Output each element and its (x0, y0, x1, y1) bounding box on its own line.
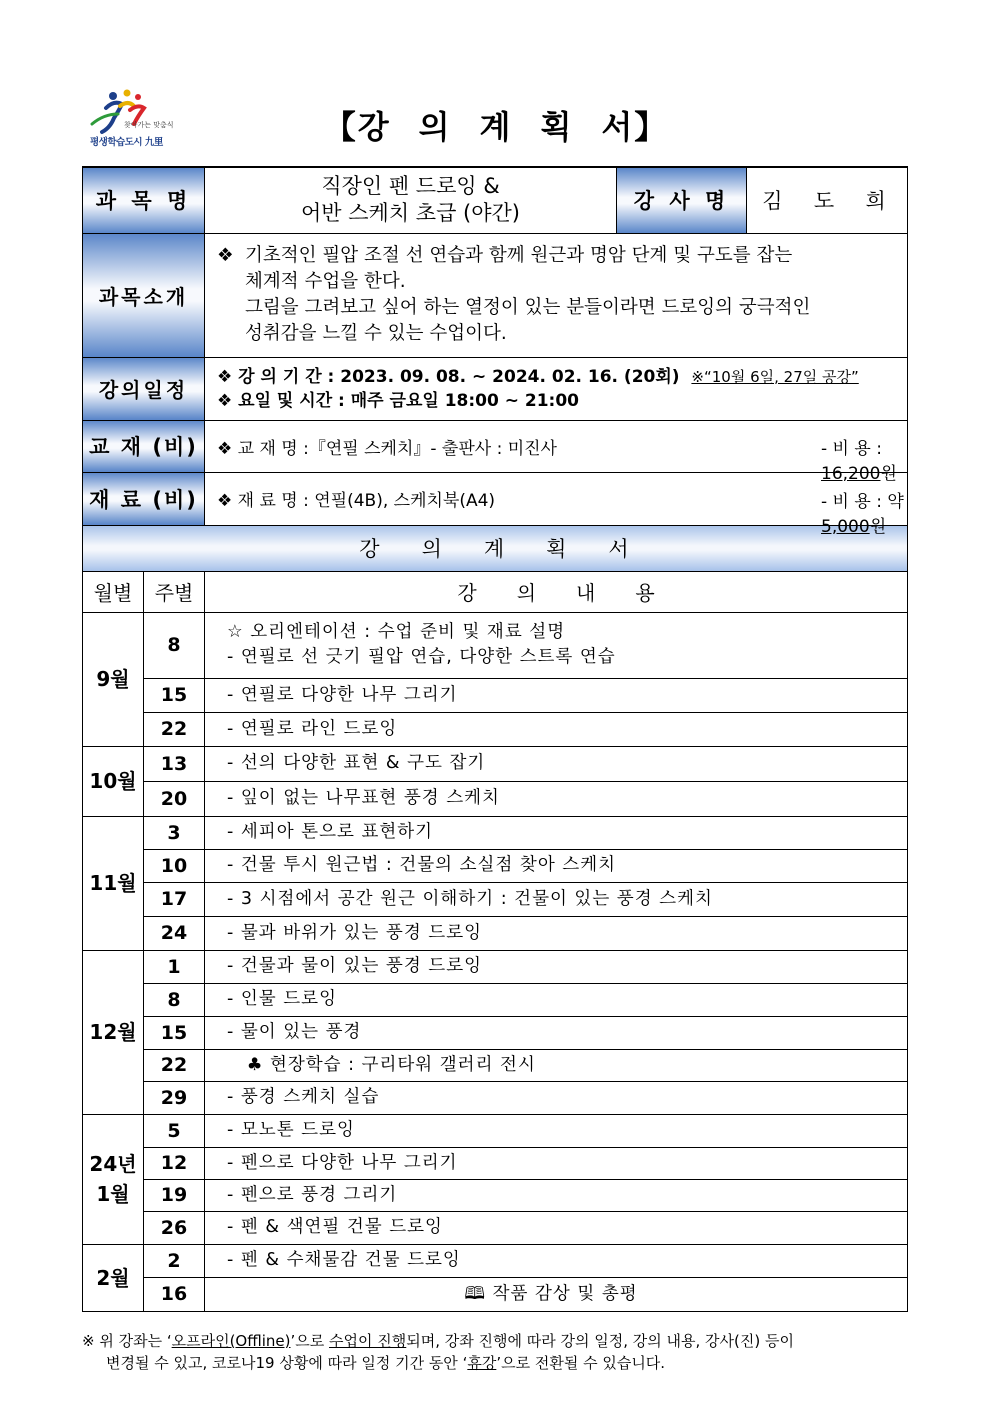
table-row (83, 1244, 908, 1277)
week-cell: 22 (144, 1049, 205, 1081)
month-cell (83, 950, 144, 1114)
subject-row (83, 167, 908, 233)
week-cell: 29 (144, 1081, 205, 1114)
table-row (83, 1277, 908, 1311)
content-cell (205, 983, 908, 1016)
textbook-label: 교 재 (비) (83, 420, 205, 472)
schedule-row (83, 357, 908, 420)
subject-line2: 어반 스케치 초급 (야간) (301, 201, 521, 226)
textbook-name: ❖ 교 재 명 :『연필 스케치』- 출판사 : 미진사 (217, 438, 557, 459)
table-row (83, 1211, 908, 1244)
content-line: - 선의 다양한 표현 & 구도 잡기 (227, 753, 486, 773)
content-cell (205, 882, 908, 916)
content-line: - 잎이 없는 나무표현 풍경 스케치 (227, 788, 500, 808)
title-char: 계 (479, 108, 513, 146)
month-label: 11월 (89, 871, 137, 895)
instructor-name: 김 도 희 (747, 167, 908, 233)
content-line: - 풍경 스케치 실습 (227, 1087, 380, 1107)
plan-header: 강의계획서 (83, 525, 908, 571)
title-char: 의 (418, 108, 452, 146)
schedule-text (205, 357, 908, 420)
table-row (83, 983, 908, 1016)
note-text: ’으로 전환될 수 있습니다. (496, 1354, 666, 1372)
week-cell: 15 (144, 678, 205, 712)
subject-label: 과 목 명 (83, 167, 205, 233)
textbook-cost: 16,200 (821, 463, 881, 484)
content-cell (205, 746, 908, 781)
content-cell (205, 950, 908, 983)
content-cell (205, 1114, 908, 1147)
table-row (83, 1147, 908, 1179)
material-info (205, 472, 908, 537)
intro-line4: 성취감을 느낄 수 있는 수업이다. (245, 323, 507, 344)
month-cell (83, 1244, 144, 1311)
content-line: - 연필로 선 긋기 필압 연습, 다양한 스트록 연습 (227, 647, 616, 667)
col-week-header: 주별 (144, 571, 205, 612)
content-cell (205, 712, 908, 746)
table-row (83, 746, 908, 781)
week-cell: 15 (144, 1016, 205, 1049)
intro-text (205, 233, 908, 357)
table-row (83, 1016, 908, 1049)
subject-line1: 직장인 펜 드로잉 & (321, 174, 500, 199)
schedule-note: ※“10월 6일, 27일 공강” (691, 367, 859, 386)
month-cell (83, 746, 144, 816)
content-cell (205, 816, 908, 849)
content-line: - 연필로 다양한 나무 그리기 (227, 684, 458, 705)
material-cost-label: - 비 용 : 약 (821, 491, 904, 512)
content-line: ♣ 현장학습 : 구리타워 갤러리 전시 (227, 1054, 536, 1075)
table-row (83, 816, 908, 849)
intro-line3: 그림을 그려보고 싶어 하는 열정이 있는 분들이라면 드로잉의 궁극적인 (245, 297, 811, 318)
content-line: - 인물 드로잉 (227, 989, 337, 1009)
plan-rows (83, 612, 908, 1311)
week-cell: 3 (144, 816, 205, 849)
textbook-row (83, 420, 908, 472)
week-cell: 24 (144, 916, 205, 950)
content-cell (205, 612, 908, 678)
table-row (83, 849, 908, 882)
schedule-label: 강의일정 (83, 357, 205, 420)
note-closure: 휴강 (467, 1354, 497, 1372)
month-cell (83, 1114, 144, 1244)
content-line: - 펜 & 수채물감 건물 드로잉 (227, 1250, 461, 1270)
month-label: 24년 (89, 1152, 137, 1176)
content-line: - 펜 & 색연필 건물 드로잉 (227, 1217, 443, 1237)
table-row (83, 1049, 908, 1081)
week-cell: 12 (144, 1147, 205, 1179)
intro-line2: 체계적 수업을 한다. (245, 271, 406, 292)
footer-note (82, 1330, 912, 1374)
intro-label: 과목소개 (83, 233, 205, 357)
week-cell: 8 (144, 612, 205, 678)
schedule-time: ❖ 요일 및 시간 : 매주 금요일 18:00 ~ 21:00 (217, 390, 580, 411)
table-row (83, 678, 908, 712)
title-char: 서】 (601, 108, 669, 146)
content-cell (205, 916, 908, 950)
logo-tagline: 찾아가는 맞춤식 (124, 121, 174, 129)
content-line: - 펜으로 다양한 나무 그리기 (227, 1152, 458, 1173)
note-progress: 수업이 진행 (329, 1332, 407, 1350)
table-row (83, 1081, 908, 1114)
month-label: 10월 (89, 769, 137, 793)
plan-header-row (83, 525, 908, 571)
note-offline: 오프라인(Offline) (171, 1332, 291, 1350)
week-cell: 19 (144, 1179, 205, 1211)
content-cell (205, 1179, 908, 1211)
table-row (83, 916, 908, 950)
week-cell: 5 (144, 1114, 205, 1147)
material-row (83, 472, 908, 525)
title-char: 【강 (323, 108, 391, 146)
content-line: - 펜으로 풍경 그리기 (227, 1184, 398, 1205)
content-cell (205, 849, 908, 882)
col-month-header: 월별 (83, 571, 144, 612)
content-line: - 물과 바위가 있는 풍경 드로잉 (227, 922, 483, 943)
week-cell: 17 (144, 882, 205, 916)
content-line: - 3 시점에서 공간 원근 이해하기 : 건물이 있는 풍경 스케치 (227, 888, 713, 909)
material-won: 원 (869, 516, 887, 537)
content-line: - 건물 투시 원근법 : 건물의 소실점 찾아 스케치 (227, 855, 617, 875)
table-row (83, 1114, 908, 1147)
logo-name: 평생학습도시 九里 (90, 137, 163, 148)
content-line: - 연필로 라인 드로잉 (227, 718, 398, 739)
content-cell (205, 678, 908, 712)
intro-line1: 기초적인 필압 조절 선 연습과 함께 원근과 명암 단계 및 구도를 잡는 (245, 245, 793, 266)
month-label: 12월 (89, 1020, 137, 1044)
month-label: 9월 (96, 667, 130, 691)
intro-bullet-icon: ❖ (217, 245, 234, 266)
content-line: ☆ 오리엔테이션 : 수업 준비 및 재료 설명 (227, 622, 566, 642)
note-mark: ※ (82, 1332, 95, 1350)
material-name: ❖ 재 료 명 : 연필(4B), 스케치북(A4) (217, 491, 496, 511)
table-row (83, 612, 908, 678)
week-cell: 2 (144, 1244, 205, 1277)
content-cell (205, 1081, 908, 1114)
textbook-cost-label: - 비 용 : (821, 438, 882, 459)
textbook-info (205, 420, 908, 484)
subject-name (205, 167, 617, 233)
week-cell: 13 (144, 746, 205, 781)
schedule-period: ❖ 강 의 기 간 : 2023. 09. 08. ~ 2024. 02. 16. (20회) (217, 366, 680, 387)
content-cell (205, 1049, 908, 1081)
material-label: 재 료 (비) (83, 472, 205, 525)
week-cell: 22 (144, 712, 205, 746)
content-cell (205, 1016, 908, 1049)
week-cell: 20 (144, 781, 205, 816)
table-row (83, 1179, 908, 1211)
week-cell: 10 (144, 849, 205, 882)
note-text: ’으로 (290, 1332, 330, 1350)
column-header-row (83, 571, 908, 612)
table-row (83, 781, 908, 816)
month-cell (83, 612, 144, 746)
note-text: 변경될 수 있고, 코로나19 상황에 따라 일정 기간 동안 ‘ (106, 1354, 468, 1372)
lecture-plan-table (82, 166, 908, 1312)
table-row (83, 712, 908, 746)
content-cell (205, 1277, 908, 1311)
material-cost: 5,000 (821, 516, 870, 537)
content-cell (205, 1244, 908, 1277)
content-cell (205, 1147, 908, 1179)
content-line: 🕮 작품 감상 및 총평 (464, 1283, 638, 1304)
week-cell: 16 (144, 1277, 205, 1311)
table-row (83, 882, 908, 916)
textbook-won: 원 (880, 463, 897, 484)
instructor-label: 강 사 명 (617, 167, 747, 233)
week-cell: 26 (144, 1211, 205, 1244)
content-line: - 물이 있는 풍경 (227, 1022, 362, 1042)
table-row (83, 950, 908, 983)
content-line: - 세피아 톤으로 표현하기 (227, 822, 434, 842)
week-cell: 8 (144, 983, 205, 1016)
month-label: 1월 (96, 1182, 130, 1206)
content-cell (205, 1211, 908, 1244)
month-label: 2월 (96, 1265, 130, 1290)
col-content-header: 강의내용 (205, 571, 908, 612)
page-title (0, 102, 992, 148)
note-text: 되며, 강좌 진행에 따라 강의 일정, 강의 내용, 강사(진) 등이 (406, 1332, 794, 1350)
content-line: - 모노톤 드로잉 (227, 1120, 355, 1140)
week-cell: 1 (144, 950, 205, 983)
intro-row (83, 233, 908, 357)
title-char: 획 (540, 108, 574, 146)
note-text: 위 강좌는 ‘ (99, 1332, 172, 1350)
content-cell (205, 781, 908, 816)
content-line: - 건물과 물이 있는 풍경 드로잉 (227, 956, 483, 976)
month-cell (83, 816, 144, 950)
